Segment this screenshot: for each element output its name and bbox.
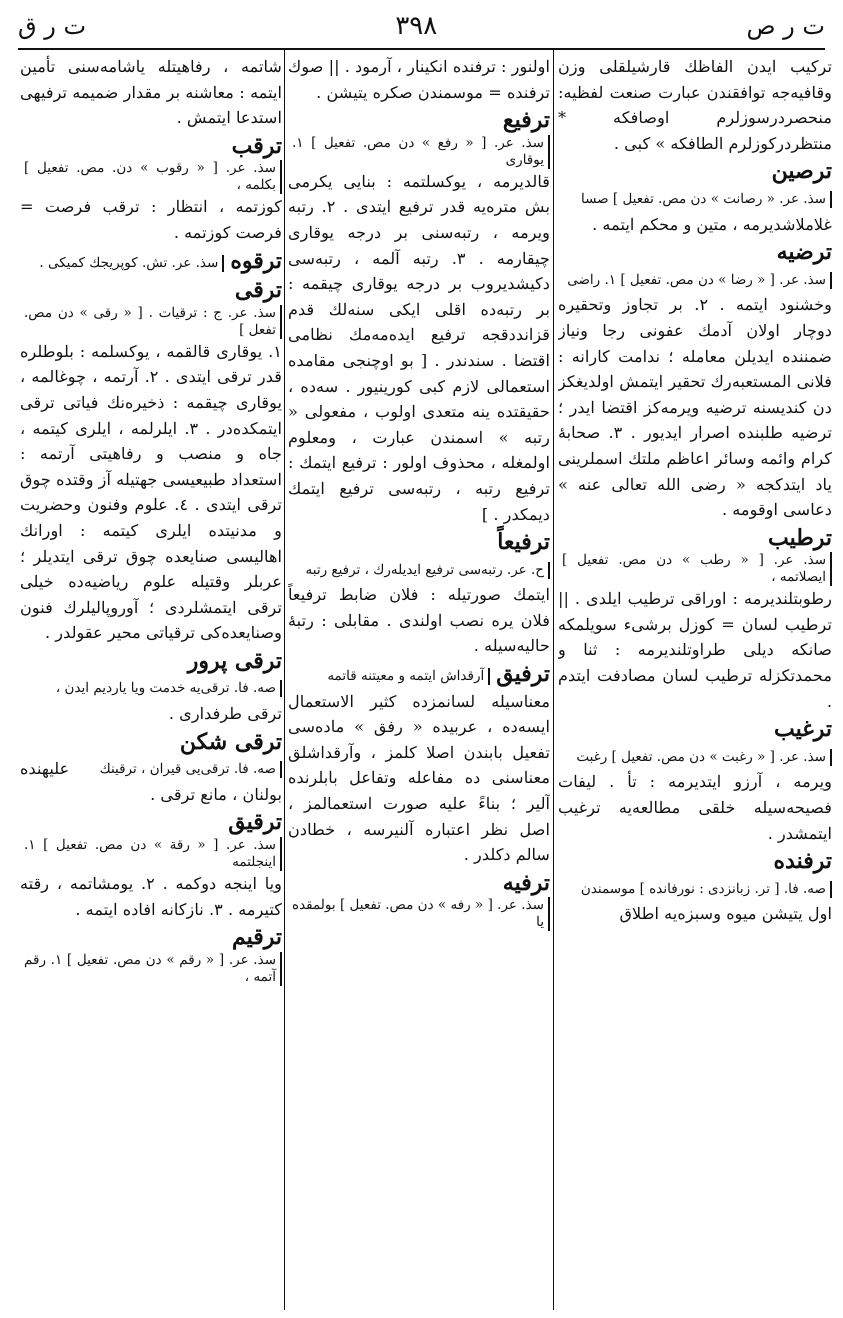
entry-headword: ترقی پرور [187, 647, 282, 674]
entry-headword: ترطیب [767, 524, 832, 551]
entry-definition: وخشنود ایتمه . ٢. بر تجاوز وتحقیره دوچار اولان آدمك عفونی رجا ونیاز ضمننده ایدیلن معامله ؛ ندامت کارانه : فلانی المستعبه‌رك تحقیر ایتمش اولدیغکز دن کندیسنه ترضیه ویرمه‌کز اقتضا ایدر ؛ ترضیه طلبنده اصرار ایدیور . ٣. صحابهٔ کرام وائمه وسائر اعاظم ملتك اسملرینی یاد ایتدکجه « رضی الله تعالی عنه » دعاسی اوقومه . [558, 295, 832, 520]
dictionary-entry [20, 248, 282, 276]
entry-grammar: سذ. عر. [ « رغبت » دن مص. تفعیل ] رغبت [576, 749, 832, 766]
column-divider-right [553, 50, 554, 1310]
entry-definition: معناسیله لسانمزده کثیر الاستعمال ایسه‌ده ، عربیده « رفق » ماده‌سی تفعیل بابندن اصلا کلمز ، وآرقداشلق معناسنی ده مفاعله وتفاعل بابلرنده آلیر ؛ بناءً علیه صورت استعمالمز ، اصل نظر اعتباره آلنیرسه ، خطادن سالم دکلدر . [288, 691, 550, 865]
left-guide-word: ت ر ق [18, 12, 87, 40]
entry-headword: ترقب [231, 132, 282, 159]
dictionary-entry [20, 54, 282, 131]
entry-definition: شاتمه ، رفاهیتله یاشامه‌سنی تأمین ایتمه : معاشنه بر مقدار ضمیمه ترفیهی استدعا ایتمش . [20, 57, 282, 128]
entry-headword: ترضیه [776, 239, 832, 266]
entry-grammar: سذ. عر. « رصانت » دن مص. تفعیل ] صسا [581, 191, 832, 208]
entry-definition: ایتمك صورتیله : فلان ضابط ترفیعاً فلان یره نصب اولندی . مقابلی : رتبهٔ حالیه‌سیله . [288, 585, 550, 656]
dictionary-entry [558, 239, 832, 523]
entry-grammar: سذ. عر. [ « رضا » دن مص. تفعیل ] ١. راضی [567, 272, 832, 289]
column-middle [288, 54, 550, 933]
page-header [18, 8, 825, 44]
entry-definition: اول یتیشن میوه وسبزه‌یه اطلاق [619, 904, 832, 924]
entry-headword: ترقیق [228, 809, 282, 836]
page-number: ٣٩٨ [395, 11, 438, 41]
entry-headword: ترفنده [773, 848, 832, 875]
entry-headword: ترفیه [502, 869, 550, 896]
dictionary-entry [288, 870, 550, 932]
entry-definition: ١. یوقاری قالقمه ، یوکسلمه : بلوطلره قدر ترقی ایتدی . ٢. آرتمه ، چوغالمه ، یوقاری چیقمه : ذخیره‌نك فیاتی ترقی ایتمکده‌در . ٣. ایلرلمه ، ایلری کیتمه ، جاه و منصب و رفاهیتی آرتمه : استعداد طبیعیسی جهتیله آز وقتده چوق ترقی ایتدی . ٤. علوم وفنون وحضریت و مدنیتده ایلری کیتمه : اورانك اهالیسی صنایعده چوق ترقی ایتدیلر ؛ عربلر وقتیله علوم ریاضیه‌ده خیلی ترقی ایتمشلردی ؛ آوروپالیلرك فنون وصنایعده‌کی ترقیاتی محیر عقولدر . [20, 341, 282, 643]
column-divider-left [284, 50, 285, 1310]
entry-headword: ترقوه [230, 247, 282, 274]
entry-headword: ترفیق [496, 661, 550, 688]
entry-headword: ترغیب [773, 716, 832, 743]
dictionary-entry [288, 661, 550, 868]
entry-grammar: سذ. عر. تش. کوپریجك کمیکی . [39, 255, 224, 272]
column-right [558, 54, 832, 929]
dictionary-entry [20, 809, 282, 922]
entry-grammar: سذ. عر. [ « رفه » دن مص. تفعیل ] بولمقده یا [292, 897, 550, 931]
entry-definition: ویرمه ، آرزو ایتدیرمه : تأ . لیفات فصیحه‌سیله خلقی مطالعه‌یه ترغیب ایتمشدر . [558, 772, 832, 843]
dictionary-entry [288, 54, 550, 105]
entry-definition: رطوبتلندیرمه : اوراقی ترطیب ایلدی . || ترطیب لسان = کوزل برشیء سویلمکه صانکه دیلی طراوتلندیرمه : ثنا و محمدتکزله ترطیب لسان مصادفت ایتدم . [558, 589, 832, 711]
entry-definition: غلاملاشدیرمه ، متین و محکم ایتمه . [592, 214, 832, 234]
entry-headword: ترقی شکن [179, 728, 282, 755]
entry-definition: اولنور : ترفنده انکینار ، آرمود . || صوك ترفنده = موسمندن صکره یتیشن . [288, 57, 550, 102]
entry-headword: ترصین [771, 158, 832, 185]
dictionary-entry [20, 133, 282, 246]
dictionary-entry [288, 107, 550, 527]
entry-grammar: صه. فا. ترقی‌یی قیران ، ترقینك [100, 761, 282, 778]
entry-grammar: سذ. عر. [ « رطب » دن مص. تفعیل ] ایصلاتمه ، [562, 552, 832, 586]
column-left [20, 54, 282, 988]
dictionary-entry [288, 529, 550, 659]
entry-headword: ترفیع [502, 107, 550, 134]
entry-grammar: سذ. عر. [ « رقوب » دن. مص. تفعیل ] بکلمه ، [24, 160, 282, 194]
entry-grammar: سذ. عر. [ « رقة » دن مص. تفعیل ] ١. اینجلتمه [24, 837, 282, 871]
entry-definition: ترقی طرفداری . [168, 704, 282, 724]
entry-grammar: سذ. عر. ج : ترقیات . [ « رقی » دن مص. تفعل ] [24, 305, 282, 339]
entry-definition: علیهنده بولنان ، مانع ترقی . [20, 759, 282, 804]
dictionary-entry [20, 277, 282, 646]
dictionary-entry [558, 158, 832, 237]
entry-definition: قالدیرمه ، یوکسلتمه : بنایی یکرمی بش متره‌یه قدر ترفیع ایتدی . ٢. رتبه ویرمه ، رتبه‌سنی بر درجه یوقاری چیقارمه . ٣. رتبه آلمه ، رتبه‌سی دکیشدیروب بر درجه یوقاری چیقمه : بر رتبه‌ده اقلی ایکی سنه‌لك قدم قزانددقجه ترفیع ایده‌مه‌مك نظامی اقتضا . سندندر . [ بو اوچنجی مقامده استعمالی لازم کبی کورینیور . سه‌ده ، حقیقتده ینه متعدی اولوب ، مفعولی « رتبه » اسمندن عبارت ، ومعلوم اولمغله ، محذوف اولور : ترفیع ایتمك : ترفیع رتبه ، رتبه‌سی ترفیع ایتمك دیمکدر . ] [288, 171, 550, 524]
dictionary-entry [558, 525, 832, 715]
dictionary-entry [20, 648, 282, 727]
dictionary-entry [20, 729, 282, 808]
entry-headword: ترقیم [231, 924, 282, 951]
dictionary-entry [558, 848, 832, 927]
dictionary-entry [20, 924, 282, 986]
entry-grammar: ح. عر. رتبه‌سی ترفیع ایدیله‌رك ، ترفیع رتبه [306, 562, 550, 579]
dictionary-entry [558, 716, 832, 846]
right-guide-word: ت ر ص [746, 12, 825, 40]
entry-definition: کوزتمه ، انتظار : ترقب فرصت = فرصت کوزتمه . [20, 197, 282, 242]
entry-grammar: سذ. عر. [ « رفع » دن مص. تفعیل ] ١. یوقاری [292, 135, 550, 169]
entry-definition: ترکیب ایدن الفاظك قارشیلقلی وزن وقافیه‌جه توافقندن عبارت صنعت لفظیه: منحصردرسوزلرم اوصافکه * منتظردرکوزلرم الطافکه » کبی . [558, 57, 832, 153]
entry-headword: ترقی [234, 277, 282, 304]
entry-grammar: آرقداش ایتمه و معیتنه قاتمه [327, 668, 490, 685]
header-rule [18, 48, 825, 50]
dictionary-entry [558, 54, 832, 156]
entry-grammar: صه. فا. ترقی‌یه خدمت ویا یاردیم ایدن ، [56, 680, 282, 697]
entry-grammar: صه. فا. [ تر. زبانزدی : نورفانده ] موسمندن [581, 881, 832, 898]
entry-headword: ترفیعاً [497, 529, 550, 556]
entry-definition: ویا اینجه دوکمه . ٢. یومشاتمه ، رقته کتیرمه . ٣. نازکانه افاده ایتمه . [20, 874, 282, 919]
entry-grammar: سذ. عر. [ « رقم » دن مص. تفعیل ] ١. رقم آتمه ، [24, 952, 282, 986]
